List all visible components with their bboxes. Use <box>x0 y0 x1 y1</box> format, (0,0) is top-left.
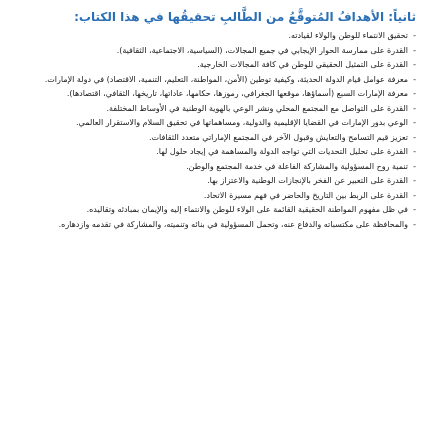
objectives-list <box>22 29 416 232</box>
list-item <box>22 116 416 131</box>
objective-text: القدرة على التواصل مع المجتمع المحلي ونشر الوعي بالهوية الوطنية في الأوساط المختلفة. <box>106 103 408 113</box>
bullet-dash: - <box>413 190 416 200</box>
bullet-dash: - <box>413 89 416 98</box>
bullet-dash: - <box>413 132 416 142</box>
bullet-dash: - <box>413 118 416 127</box>
bullet-dash: - <box>413 45 416 55</box>
list-item <box>22 73 416 88</box>
list-item <box>22 218 416 233</box>
bullet-dash: - <box>413 219 416 229</box>
bullet-dash: - <box>413 74 416 84</box>
objective-text: تعزيز قيم التسامح والتعايش وقبول الآخر في المجتمع الإماراتي متعدد الثقافات. <box>148 132 408 142</box>
bullet-dash: - <box>413 205 416 214</box>
list-item <box>22 174 416 189</box>
objective-text: القدرة على التمثيل الحقيقي للوطن في كافة المجالات الخارجية. <box>197 60 408 69</box>
objective-text: تنمية روح المسؤولية والمشاركة الفاعلة في خدمة المجتمع والوطن. <box>186 161 408 171</box>
objective-text: معرفة عوامل قيام الدولة الحديثة، وكيفية توطين (الأمن، المواطنة، التعليم، التنمية، الاقتصاد) في دولة الإمارات. <box>44 74 408 84</box>
list-item <box>22 58 416 73</box>
objective-text: القدرة على التعبير عن الفخر بالإنجازات الوطنية والاعتزاز بها. <box>207 176 408 185</box>
bullet-dash: - <box>413 147 416 156</box>
list-item <box>22 44 416 59</box>
objective-text: والمحافظة على مكتسباته والدفاع عنه، وتحمل المسؤولية في بنائه وتنميته، والمشاركة في تقدمه وازدهاره. <box>58 219 408 229</box>
objective-text: معرفة الإمارات السبع (أسماؤها، موقعها الجغرافي، رموزها، حكامها، عاداتها، تاريخها، الثقافي، اقتصادها). <box>66 89 408 98</box>
bullet-dash: - <box>413 161 416 171</box>
list-item <box>22 145 416 160</box>
objective-text: تحقيق الانتماء للوطن والولاء لقيادته. <box>288 31 408 40</box>
bullet-dash: - <box>413 60 416 69</box>
list-item <box>22 160 416 175</box>
section-heading: ثانياً: الأهدافُ المُتوقَّعُ من الطَّالبِ تحقيقُها في هذا الكتاب: <box>74 10 416 24</box>
list-item <box>22 29 416 44</box>
list-item <box>22 189 416 204</box>
objective-text: في ظل مفهوم المواطنة الحقيقية القائمة على الولاء للوطن والانتماء إليه والإيمان بمبادئه وتقاليده. <box>86 205 408 214</box>
bullet-dash: - <box>413 176 416 185</box>
list-item <box>22 87 416 102</box>
list-item <box>22 131 416 146</box>
objective-text: القدرة على تحليل التحديات التي تواجه الدولة والمساهمة في إيجاد حلول لها. <box>156 147 408 156</box>
bullet-dash: - <box>413 31 416 40</box>
objective-text: القدرة على الربط بين التاريخ والحاضر في فهم مسيرة الاتحاد. <box>203 190 408 200</box>
objective-text: القدرة على ممارسة الحوار الإيجابي في جميع المجالات، (السياسية، الاجتماعية، الثقافية). <box>116 45 408 55</box>
objective-text: الوعي بدور الإمارات في القضايا الإقليمية والدولية، ومساهماتها في تحقيق السلام والاستقرار العالمي. <box>75 118 408 127</box>
list-item <box>22 102 416 117</box>
bullet-dash: - <box>413 103 416 113</box>
list-item <box>22 203 416 218</box>
